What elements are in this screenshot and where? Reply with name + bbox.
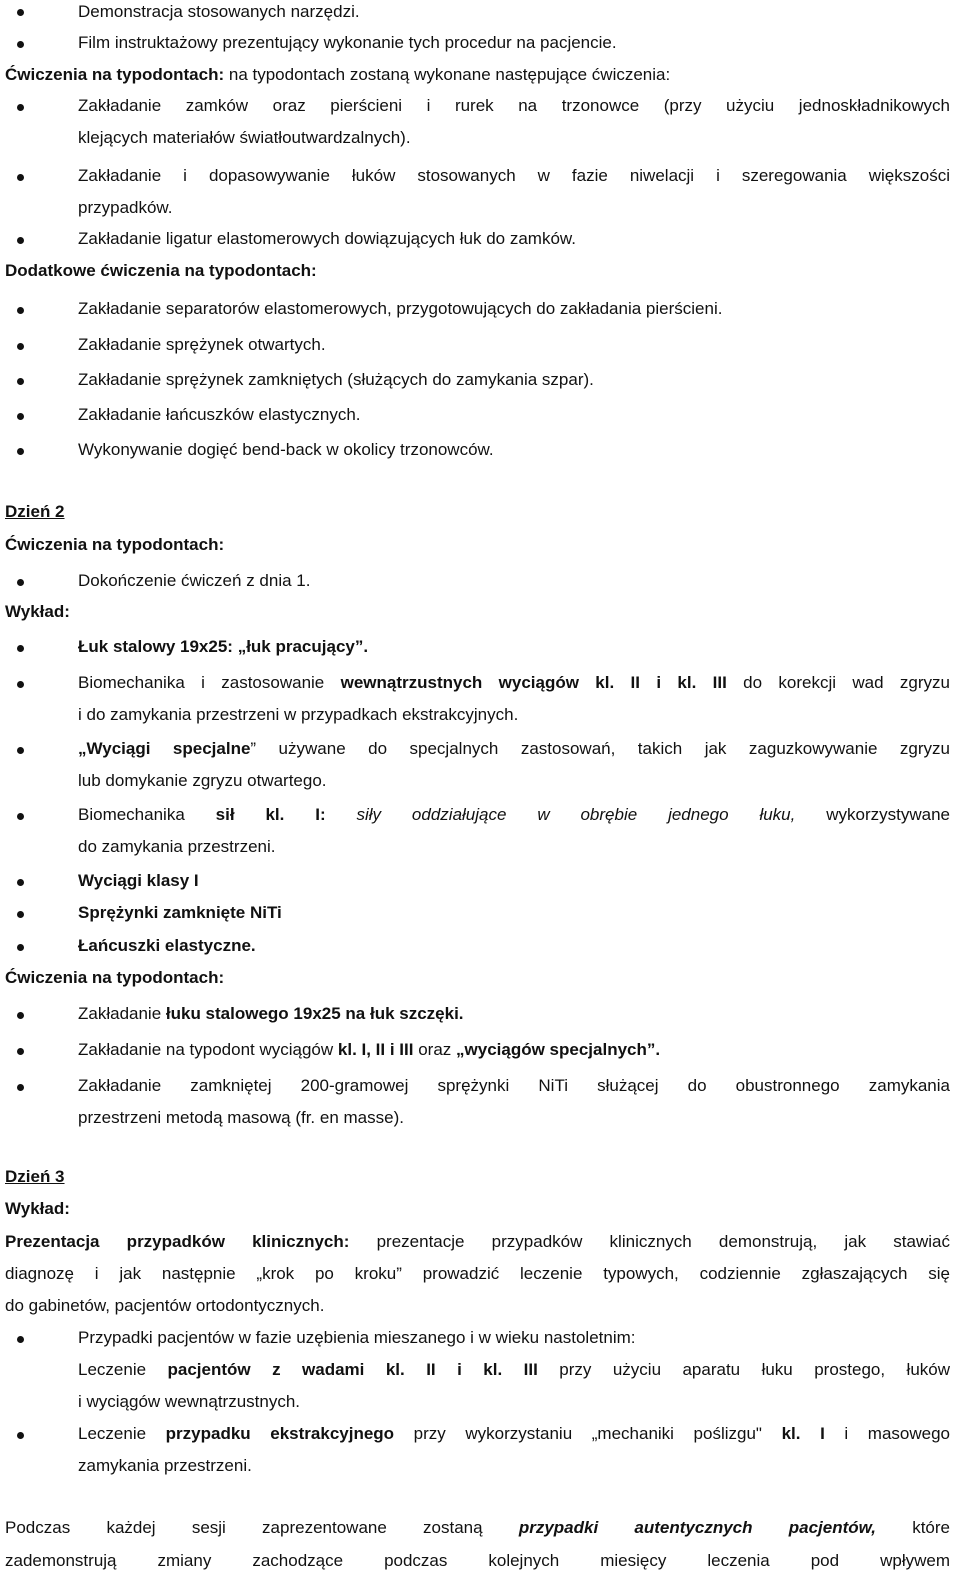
- list-item: Zakładanie separatorów elastomerowych, przygotowujących do zakładania pierścieni.: [78, 299, 723, 318]
- text-run: pacjentów z wadami kl. II i kl. III: [167, 1360, 538, 1379]
- text-run: Wyciągi specjalne: [86, 739, 251, 758]
- bullet: [17, 1012, 24, 1019]
- bullet: [17, 41, 24, 48]
- list-item-continuation: przestrzeni metodą masową (fr. en masse).: [78, 1108, 404, 1127]
- bullet: [17, 1048, 24, 1055]
- bullet: [17, 307, 24, 314]
- section-heading: Ćwiczenia na typodontach:: [5, 535, 225, 554]
- list-item: Przypadki pacjentów w fazie uzębienia mieszanego i w wieku nastoletnim:: [78, 1328, 636, 1347]
- paragraph-line: do gabinetów, pacjentów ortodontycznych.: [5, 1296, 325, 1315]
- bullet: [17, 681, 24, 688]
- text-run: Łuk stalowy 19x25:: [78, 637, 238, 656]
- bullet: [17, 1432, 24, 1439]
- bullet: [17, 174, 24, 181]
- day-heading: Dzień 3: [5, 1167, 65, 1186]
- text-run: „: [78, 739, 87, 758]
- list-item: [78, 805, 950, 825]
- list-item: [78, 1040, 660, 1060]
- list-item-continuation: i wyciągów wewnątrzustnych.: [78, 1392, 301, 1411]
- text-run: Biomechanika: [78, 805, 216, 824]
- list-item: [78, 739, 950, 759]
- text-run: ”.: [354, 637, 369, 656]
- bullet: [17, 448, 24, 455]
- text-run: prezentacje przypadków klinicznych demonstrują, jak stawiać: [349, 1232, 950, 1251]
- text-run: „łuk pracujący: [237, 637, 355, 656]
- bullet: [17, 879, 24, 886]
- list-item: [78, 1004, 464, 1024]
- text-run: Podczas każdej sesji zaprezentowane zostaną: [5, 1518, 519, 1537]
- list-item: Zakładanie zamkniętej 200-gramowej sprężynki NiTi służącej do obustronnego zamykania: [78, 1076, 950, 1095]
- list-item-continuation: do zamykania przestrzeni.: [78, 837, 276, 856]
- text-run: siły oddziałujące w obrębie jednego łuku,: [325, 805, 796, 824]
- section-heading: Dodatkowe ćwiczenia na typodontach:: [5, 261, 317, 280]
- section-heading: Ćwiczenia na typodontach:: [5, 968, 225, 987]
- list-item: Zakładanie ligatur elastomerowych dowiązujących łuk do zamków.: [78, 229, 576, 248]
- list-item: Łańcuszki elastyczne.: [78, 936, 256, 955]
- list-item: Demonstracja stosowanych narzędzi.: [78, 2, 360, 21]
- text-run: oraz: [413, 1040, 457, 1059]
- text-run: przypadku ekstrakcyjnego: [165, 1424, 395, 1443]
- list-item-continuation: lub domykanie zgryzu otwartego.: [78, 771, 327, 790]
- bullet: [17, 104, 24, 111]
- list-item: [78, 637, 368, 657]
- text-run: Zakładanie: [78, 1004, 166, 1023]
- list-item: Zakładanie łańcuszków elastycznych.: [78, 405, 361, 424]
- bullet: [17, 237, 24, 244]
- text-run: które: [875, 1518, 950, 1537]
- text-run: Prezentacja przypadków klinicznych:: [5, 1232, 350, 1251]
- list-item: Zakładanie sprężynek zamkniętych (służących do zamykania szpar).: [78, 370, 594, 389]
- section-heading: Wykład:: [5, 602, 70, 621]
- bullet: [17, 944, 24, 951]
- bullet: [17, 9, 24, 16]
- list-item: Zakładanie zamków oraz pierścieni i rurek na trzonowce (przy użyciu jednoskładnikowych: [78, 96, 950, 115]
- section-heading: Wykład:: [5, 1199, 70, 1218]
- bullet: [17, 1084, 24, 1091]
- text-run: i masowego: [824, 1424, 951, 1443]
- list-item: Film instruktażowy prezentujący wykonanie tych procedur na pacjencie.: [78, 33, 617, 52]
- text-run: wewnątrzustnych wyciągów kl. II i kl. III: [340, 673, 727, 692]
- text-run: sił kl. I:: [215, 805, 326, 824]
- bullet: [17, 645, 24, 652]
- bullet: [17, 911, 24, 918]
- text-run: przy użyciu aparatu łuku prostego, łuków: [537, 1360, 951, 1379]
- paragraph-line: [5, 1232, 950, 1252]
- text-run: na typodontach zostaną wykonane następujące ćwiczenia:: [224, 65, 671, 84]
- text-run: przy wykorzystaniu „mechaniki poślizgu": [394, 1424, 782, 1443]
- list-item-continuation: zamykania przestrzeni.: [78, 1456, 252, 1475]
- paragraph-line: [5, 1518, 950, 1538]
- text-run: łuku stalowego 19x25 na łuk szczęki.: [165, 1004, 464, 1023]
- list-item: Zakładanie sprężynek otwartych.: [78, 335, 326, 354]
- text-run: do korekcji wad zgryzu: [726, 673, 951, 692]
- bullet: [17, 747, 24, 754]
- section-heading: Ćwiczenia na typodontach:: [5, 65, 225, 84]
- text-run: wykorzystywane: [795, 805, 951, 824]
- list-item: [78, 673, 950, 693]
- bullet: [17, 378, 24, 385]
- bullet: [17, 413, 24, 420]
- paragraph-line: diagnozę i jak następnie „krok po kroku” prowadzić leczenie typowych, codziennie zgłaszających się: [5, 1264, 950, 1283]
- list-item: Wyciągi klasy I: [78, 871, 199, 890]
- paragraph: [5, 65, 670, 85]
- text-run: kl. I: [781, 1424, 825, 1443]
- bullet: [17, 343, 24, 350]
- text-run: Leczenie: [78, 1424, 166, 1443]
- bullet: [17, 579, 24, 586]
- text-run: przypadki autentycznych pacjentów,: [518, 1518, 876, 1537]
- list-item: Zakładanie i dopasowywanie łuków stosowanych w fazie niwelacji i szeregowania większości: [78, 166, 950, 185]
- bullet: [17, 1336, 24, 1343]
- list-item: [78, 1424, 950, 1444]
- paragraph-line: zademonstrują zmiany zachodzące podczas kolejnych miesięcy leczenia pod wpływem: [5, 1551, 950, 1570]
- text-run: „wyciągów specjalnych: [456, 1040, 647, 1059]
- list-item-continuation: przypadków.: [78, 198, 173, 217]
- text-run: kl. I, II i III: [337, 1040, 414, 1059]
- text-run: ” używane do specjalnych zastosowań, takich jak zaguzkowywanie zgryzu: [250, 739, 950, 758]
- text-run: ”.: [646, 1040, 661, 1059]
- list-item: Sprężynki zamknięte NiTi: [78, 903, 282, 922]
- text-run: Zakładanie na typodont wyciągów: [78, 1040, 338, 1059]
- list-item-continuation: i do zamykania przestrzeni w przypadkach ekstrakcyjnych.: [78, 705, 519, 724]
- list-item-continuation: [78, 1360, 950, 1380]
- text-run: Leczenie: [78, 1360, 168, 1379]
- day-heading: Dzień 2: [5, 502, 65, 521]
- bullet: [17, 813, 24, 820]
- list-item: Wykonywanie dogięć bend-back w okolicy trzonowców.: [78, 440, 494, 459]
- list-item-continuation: klejących materiałów światłoutwardzalnych).: [78, 128, 411, 147]
- list-item: Dokończenie ćwiczeń z dnia 1.: [78, 571, 311, 590]
- text-run: Biomechanika i zastosowanie: [78, 673, 341, 692]
